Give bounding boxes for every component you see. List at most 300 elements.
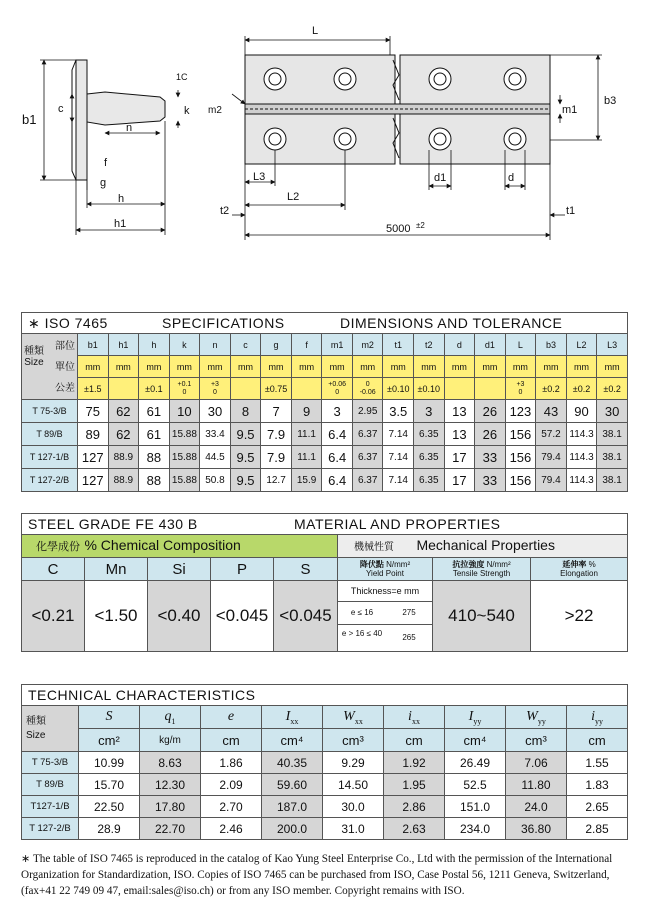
unit-cell: mm [108,356,139,378]
yield-thickness: Thickness=e mm [338,581,432,602]
spec-value-cell: 114.3 [566,423,597,446]
label-L: L [312,25,319,37]
spec-value-cell: 6.4 [322,423,353,446]
tech-unit-cell: cm [567,729,628,752]
spec-title-row [22,313,628,334]
label-b1: b1 [22,112,37,127]
material-title-row [22,514,628,535]
value-si: <0.40 [148,581,211,652]
spec-value-cell: 127 [78,469,109,492]
tech-value-cell: 2.46 [201,818,262,840]
spec-value-cell: 62 [108,400,139,423]
label-length-tol: ±2 [416,221,425,230]
tolerance-upper: +3 [210,380,219,388]
tech-size-label: Size [26,729,46,741]
tech-unit-cell: cm [201,729,262,752]
tech-symbol-sub: xx [411,716,420,726]
tolerance-cell [444,378,475,400]
unit-cell: mm [139,356,170,378]
elong-value: >22 [531,581,628,652]
tech-value-cell: 2.86 [384,796,445,818]
value-p: <0.045 [211,581,274,652]
yield-value-1: 275 [402,608,416,617]
unit-cell: mm [200,356,231,378]
tech-symbol-sub: xx [354,716,363,726]
col-head: c [230,334,261,356]
col-head: L [505,334,536,356]
col-head: L2 [566,334,597,356]
spec-value-cell: 6.35 [414,469,445,492]
tech-symbol: e [227,708,235,724]
tech-symbol-sub: 1 [171,716,176,726]
spec-value-cell: 9.5 [230,469,261,492]
tech-kind-label: 種類 [26,715,46,727]
tech-value-cell: 22.50 [79,796,140,818]
size-cell: T 75-3/B [22,400,78,423]
spec-value-cell: 88 [139,446,170,469]
spec-value-cell: 6.37 [352,469,383,492]
col-head: t1 [383,334,414,356]
tech-unit-cell: cm⁴ [262,729,323,752]
yield-en: Yield Point [366,569,404,578]
spec-part-row [22,334,628,356]
tech-unit-cell: cm² [79,729,140,752]
tech-row [22,796,628,818]
value-mn: <1.50 [85,581,148,652]
tensile-value: 410~540 [433,581,531,652]
material-head-row [22,558,628,581]
tolerance-upper: +0.06 [328,380,346,388]
tech-value-cell: 8.63 [140,752,201,774]
tolerance-cell: ±0.2 [566,378,597,400]
spec-value-cell: 6.35 [414,423,445,446]
col-head: t2 [414,334,445,356]
tech-value-cell: 28.9 [79,818,140,840]
spec-row [22,423,628,446]
tech-size-cell: T127-1/B [22,796,79,818]
tech-value-cell: 52.5 [445,774,506,796]
col-head: n [200,334,231,356]
unit-cell: mm [414,356,445,378]
spec-tol-label: 公差 [55,383,75,394]
material-title-right: MATERIAL AND PROPERTIES [294,516,501,532]
spec-value-cell: 15.9 [291,469,322,492]
material-table [21,513,628,652]
spec-value-cell: 11.1 [291,423,322,446]
spec-value-cell: 26 [475,400,506,423]
spec-value-cell: 38.1 [597,423,628,446]
chem-cn: 化學成份 [36,541,80,553]
tech-symbol: i [408,708,412,724]
label-d1: d1 [434,172,447,184]
unit-cell: mm [536,356,567,378]
tech-value-cell: 14.50 [323,774,384,796]
tech-value-cell: 1.55 [567,752,628,774]
tolerance-cell [169,378,200,400]
tech-symbol-cell [506,706,567,729]
material-group-row [22,535,628,558]
tolerance-cell [291,378,322,400]
tech-unit-cell: kg/m [140,729,201,752]
col-head: b3 [536,334,567,356]
tech-value-cell: 24.0 [506,796,567,818]
tolerance-cell: ±1.5 [78,378,109,400]
tolerance-cell: ±0.2 [536,378,567,400]
spec-value-cell: 33 [475,469,506,492]
tech-symbol-sub: yy [594,716,603,726]
yield-range-1: e ≤ 16 [350,608,374,617]
spec-unit-label: 單位 [55,362,75,373]
col-head: L3 [597,334,628,356]
tech-unit-cell: cm [384,729,445,752]
tech-symbol: I [285,708,291,724]
spec-value-cell: 7.14 [383,469,414,492]
technical-drawing [0,0,650,300]
spec-row [22,446,628,469]
spec-value-cell: 2.95 [352,400,383,423]
spec-unit-row [22,356,628,378]
spec-row [22,469,628,492]
spec-value-cell: 6.4 [322,446,353,469]
tech-value-cell: 26.49 [445,752,506,774]
tech-unit-cell: cm³ [323,729,384,752]
spec-value-cell: 156 [505,469,536,492]
tech-value-cell: 11.80 [506,774,567,796]
tech-value-cell: 22.70 [140,818,201,840]
col-head: d [444,334,475,356]
spec-value-cell: 123 [505,400,536,423]
spec-value-cell: 15.88 [169,469,200,492]
tech-symbol: S [105,708,113,724]
tech-title-row [22,685,628,706]
tech-value-cell: 200.0 [262,818,323,840]
spec-value-cell: 114.3 [566,446,597,469]
label-c: c [58,103,64,115]
spec-value-cell: 88.9 [108,446,139,469]
element-si: Si [148,558,211,581]
footnote [21,851,629,899]
unit-cell: mm [566,356,597,378]
tech-symbol-sub: yy [537,716,546,726]
label-b3: b3 [604,95,617,107]
label-t2: t2 [220,205,230,217]
tech-value-cell: 10.99 [79,752,140,774]
tech-value-cell: 151.0 [445,796,506,818]
tech-value-cell: 2.70 [201,796,262,818]
col-head: h1 [108,334,139,356]
unit-cell: mm [352,356,383,378]
label-n: n [126,122,133,134]
tech-symbol-cell [79,706,140,729]
tech-value-cell: 40.35 [262,752,323,774]
tech-value-cell: 234.0 [445,818,506,840]
tolerance-cell [505,378,536,400]
label-d: d [508,172,515,184]
spec-kind-label: 種類 [24,346,44,357]
tolerance-lower: 0 [335,388,340,396]
footnote-text: ∗ The table of ISO 7465 is reproduced in the catalog of Kao Yung Steel Enterprise Co., Ltd with the permission of the International Organization for Standardization, ISO. Copies of ISO 7465 can be purchased from ISO, Case Postal 56, 1211 Geneva, Switzerland, (fax+41 22 749 09 47, email:sales@iso.ch) or from any ISO member. Copyright remains with ISO. [21,853,613,897]
spec-value-cell: 127 [78,446,109,469]
unit-cell: mm [291,356,322,378]
tech-value-cell: 1.95 [384,774,445,796]
size-cell: T 127-1/B [22,446,78,469]
tech-value-cell: 7.06 [506,752,567,774]
tech-value-cell: 1.83 [567,774,628,796]
tech-value-cell: 187.0 [262,796,323,818]
label-m1: m1 [562,104,578,116]
spec-value-cell: 57.2 [536,423,567,446]
spec-value-cell: 3 [414,400,445,423]
tolerance-cell [352,378,383,400]
tech-symbol-cell [567,706,628,729]
spec-row [22,400,628,423]
unit-cell: mm [261,356,292,378]
tech-unit-cell: cm³ [506,729,567,752]
tech-row [22,774,628,796]
element-c: C [22,558,85,581]
spec-value-cell: 61 [139,400,170,423]
size-cell: T 89/B [22,423,78,446]
rail-profile-side [72,60,165,180]
unit-cell: mm [383,356,414,378]
spec-value-cell: 10 [169,400,200,423]
tech-symbol: i [591,708,595,724]
tech-symbol: q [164,708,172,724]
tolerance-cell [475,378,506,400]
label-1c: 1C [176,72,188,82]
spec-title-right: DIMENSIONS AND TOLERANCE [340,314,563,331]
spec-value-cell: 61 [139,423,170,446]
tech-value-cell: 15.70 [79,774,140,796]
unit-cell: mm [322,356,353,378]
tensile-cn: 抗拉強度 [452,560,485,569]
label-f: f [104,157,108,169]
spec-tolerance-row [22,378,628,400]
spec-value-cell: 3.5 [383,400,414,423]
spec-value-cell: 30 [200,400,231,423]
element-p: P [211,558,274,581]
tech-value-cell: 12.30 [140,774,201,796]
tolerance-lower: 0 [182,388,187,396]
spec-value-cell: 17 [444,469,475,492]
material-value-row [22,581,628,652]
tech-size-cell: T 75-3/B [22,752,79,774]
spec-value-cell: 6.35 [414,446,445,469]
col-head: f [291,334,322,356]
tech-body [22,752,628,840]
spec-value-cell: 13 [444,423,475,446]
tech-title: TECHNICAL CHARACTERISTICS [28,687,256,703]
value-s: <0.045 [274,581,338,652]
col-head: g [261,334,292,356]
spec-value-cell: 50.8 [200,469,231,492]
tech-table [21,684,628,840]
spec-value-cell: 12.7 [261,469,292,492]
spec-value-cell: 156 [505,446,536,469]
spec-value-cell: 44.5 [200,446,231,469]
unit-cell: mm [444,356,475,378]
spec-title-left: ∗ ISO 7465 [28,314,108,331]
spec-value-cell: 79.4 [536,446,567,469]
tech-value-cell: 36.80 [506,818,567,840]
spec-value-cell: 17 [444,446,475,469]
tolerance-cell [230,378,261,400]
spec-value-cell: 75 [78,400,109,423]
elong-unit: % [588,560,596,569]
tech-symbol: I [468,708,474,724]
unit-cell: mm [597,356,628,378]
spec-value-cell: 11.1 [291,446,322,469]
spec-value-cell: 7.9 [261,446,292,469]
unit-cell: mm [169,356,200,378]
spec-value-cell: 9.5 [230,423,261,446]
spec-value-cell: 7.14 [383,446,414,469]
spec-value-cell: 90 [566,400,597,423]
col-head: d1 [475,334,506,356]
tech-symbol-cell [201,706,262,729]
spec-value-cell: 156 [505,423,536,446]
tolerance-cell [322,378,353,400]
tech-value-cell: 2.09 [201,774,262,796]
material-title-left: STEEL GRADE FE 430 B [28,516,198,532]
spec-value-cell: 38.1 [597,446,628,469]
tech-size-cell: T 89/B [22,774,79,796]
label-k: k [184,105,190,117]
spec-value-cell: 62 [108,423,139,446]
spec-value-cell: 15.88 [169,423,200,446]
spec-value-cell: 13 [444,400,475,423]
tensile-unit: N/mm² [486,560,511,569]
col-head: m2 [352,334,383,356]
unit-cell: mm [230,356,261,378]
tech-value-cell: 59.60 [262,774,323,796]
tech-symbol-cell [323,706,384,729]
mech-en: Mechanical Properties [416,537,555,553]
tolerance-cell: ±0.2 [597,378,628,400]
tolerance-upper: 0 [365,380,370,388]
label-L2: L2 [287,191,300,203]
mech-cn: 機械性質 [354,542,394,553]
tech-value-cell: 1.86 [201,752,262,774]
spec-value-cell: 6.4 [322,469,353,492]
yield-cn: 降伏點 [359,560,384,569]
tolerance-cell: ±0.10 [383,378,414,400]
tech-row [22,818,628,840]
spec-value-cell: 33.4 [200,423,231,446]
spec-part-label: 部位 [55,341,75,352]
chem-en: % Chemical Composition [84,537,241,553]
tech-symbol-cell [262,706,323,729]
spec-table [21,312,628,492]
yield-unit: N/mm² [386,560,411,569]
tech-value-cell: 1.92 [384,752,445,774]
spec-value-cell: 26 [475,423,506,446]
spec-value-cell: 89 [78,423,109,446]
size-cell: T 127-2/B [22,469,78,492]
tech-symbol-cell [384,706,445,729]
label-t1: t1 [566,205,576,217]
tolerance-cell [108,378,139,400]
elong-en: Elongation [560,569,598,578]
tech-value-cell: 17.80 [140,796,201,818]
spec-value-cell: 6.37 [352,446,383,469]
tech-row [22,752,628,774]
label-length: 5000 [386,223,411,235]
yield-range-2: e > 16 ≤ 40 [341,629,383,638]
label-h: h [118,193,125,205]
tech-value-cell: 2.85 [567,818,628,840]
unit-cell: mm [505,356,536,378]
spec-value-cell: 7.14 [383,423,414,446]
tech-symbol-row [22,706,628,729]
label-m2: m2 [208,105,222,116]
spec-value-cell: 3 [322,400,353,423]
col-head: m1 [322,334,353,356]
col-head: b1 [78,334,109,356]
spec-size-label: Size [24,357,44,368]
tech-symbol-cell [140,706,201,729]
spec-value-cell: 88 [139,469,170,492]
col-head: k [169,334,200,356]
rail-plan-view [245,55,550,164]
unit-cell: mm [475,356,506,378]
elong-cn: 延伸率 [562,560,587,569]
spec-value-cell: 88.9 [108,469,139,492]
label-g: g [100,177,107,189]
spec-value-cell: 6.37 [352,423,383,446]
value-c: <0.21 [22,581,85,652]
col-head: h [139,334,170,356]
spec-value-cell: 9 [291,400,322,423]
spec-value-cell: 114.3 [566,469,597,492]
tech-unit-cell: cm⁴ [445,729,506,752]
tolerance-cell: ±0.10 [414,378,445,400]
spec-value-cell: 30 [597,400,628,423]
tech-value-cell: 2.63 [384,818,445,840]
tolerance-upper: +0.1 [177,380,192,388]
tolerance-lower: -0.06 [359,388,376,396]
yield-value-2: 265 [402,633,416,642]
tech-symbol-sub: yy [473,716,482,726]
element-mn: Mn [85,558,148,581]
spec-value-cell: 9.5 [230,446,261,469]
unit-cell: mm [78,356,109,378]
tech-value-cell: 31.0 [323,818,384,840]
tolerance-upper: +3 [516,380,525,388]
spec-value-cell: 79.4 [536,469,567,492]
spec-value-cell: 7 [261,400,292,423]
spec-value-cell: 15.88 [169,446,200,469]
tech-unit-row [22,729,628,752]
tech-symbol-sub: xx [290,716,299,726]
spec-title-mid: SPECIFICATIONS [162,314,285,331]
tech-value-cell: 30.0 [323,796,384,818]
tech-symbol-cell [445,706,506,729]
spec-body [22,400,628,492]
tolerance-lower: 0 [518,388,523,396]
tech-symbol: W [526,708,538,724]
tolerance-cell: ±0.75 [261,378,292,400]
spec-value-cell: 33 [475,446,506,469]
spec-value-cell: 8 [230,400,261,423]
element-s: S [274,558,338,581]
label-L3: L3 [253,171,266,183]
spec-value-cell: 38.1 [597,469,628,492]
tolerance-cell: ±0.1 [139,378,170,400]
label-h1: h1 [114,218,127,230]
spec-value-cell: 7.9 [261,423,292,446]
tensile-en: Tensile Strength [452,569,511,578]
